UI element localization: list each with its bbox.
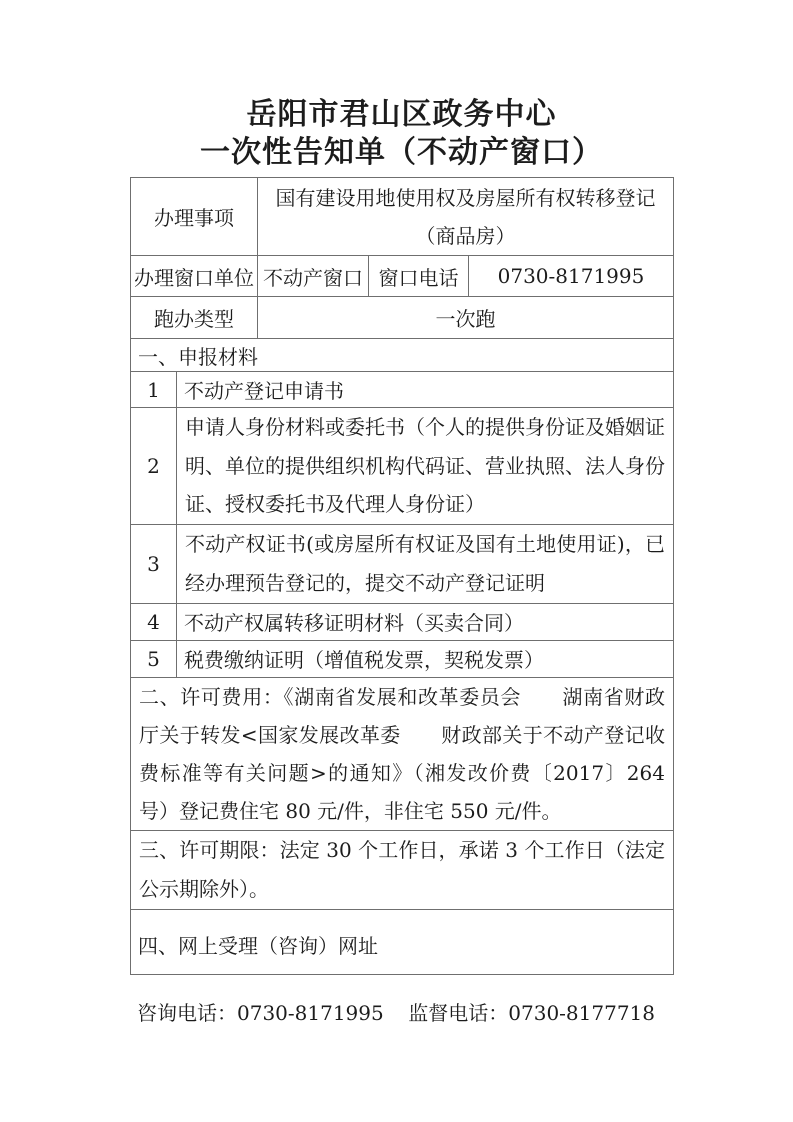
row-fee-section [131,677,674,830]
document-page [130,0,673,1026]
footer [130,997,673,1026]
run-type-label: 跑办类型 [131,297,258,339]
supervise-phone: 监督电话：0730-8177718 [408,1000,655,1025]
handling-item-label: 办理事项 [131,178,258,256]
row-run-type [131,297,674,339]
row-deadline-section [131,830,674,909]
material-number: 5 [131,640,177,677]
row-window-unit [131,256,674,297]
materials-section-title: 一、申报材料 [131,339,674,372]
window-phone-value: 0730-8171995 [469,256,674,297]
notice-table [130,177,674,975]
document-title [130,96,673,172]
deadline-section-text: 三、许可期限：法定 30 个工作日，承诺 3 个工作日（法定公示期除外）。 [131,830,674,909]
material-row [131,408,674,525]
material-text: 不动产权属转移证明材料（买卖合同） [177,603,674,640]
material-number: 3 [131,524,177,603]
window-phone-label: 窗口电话 [369,256,469,297]
run-type-value: 一次跑 [258,297,674,339]
window-unit-label: 办理窗口单位 [131,256,258,297]
online-section-text: 四、网上受理（咨询）网址 [131,909,674,974]
material-row [131,640,674,677]
row-handling-item [131,178,674,256]
material-number: 2 [131,408,177,525]
material-row [131,603,674,640]
consult-phone: 咨询电话：0730-8171995 [137,1000,384,1025]
material-text: 税费缴纳证明（增值税发票，契税发票） [177,640,674,677]
handling-item-value-line2: （商品房） [415,223,516,248]
handling-item-value-line1: 国有建设用地使用权及房屋所有权转移登记 [275,185,656,210]
handling-item-value [258,178,674,256]
title-line-1: 岳阳市君山区政务中心 [246,97,557,132]
fee-section-text: 二、许可费用：《湖南省发展和改革委员会 湖南省财政厅关于转发<国家发展改革委 财政部关于不动产登记收费标准等有关问题>的通知》（湘发改价费〔2017〕264 号）登记费住宅 80 元/件，非住宅 550 元/件。 [131,677,674,830]
material-number: 1 [131,372,177,408]
window-unit-value: 不动产窗口 [258,256,369,297]
material-text: 申请人身份材料或委托书（个人的提供身份证及婚姻证明、单位的提供组织机构代码证、营业执照、法人身份证、授权委托书及代理人身份证） [177,408,674,525]
material-text: 不动产登记申请书 [177,372,674,408]
row-materials-header [131,339,674,372]
material-number: 4 [131,603,177,640]
material-row [131,524,674,603]
material-text: 不动产权证书(或房屋所有权证及国有土地使用证)，已经办理预告登记的，提交不动产登记证明 [177,524,674,603]
title-line-2: 一次性告知单（不动产窗口） [200,135,603,170]
material-row [131,372,674,408]
row-online-section [131,909,674,974]
